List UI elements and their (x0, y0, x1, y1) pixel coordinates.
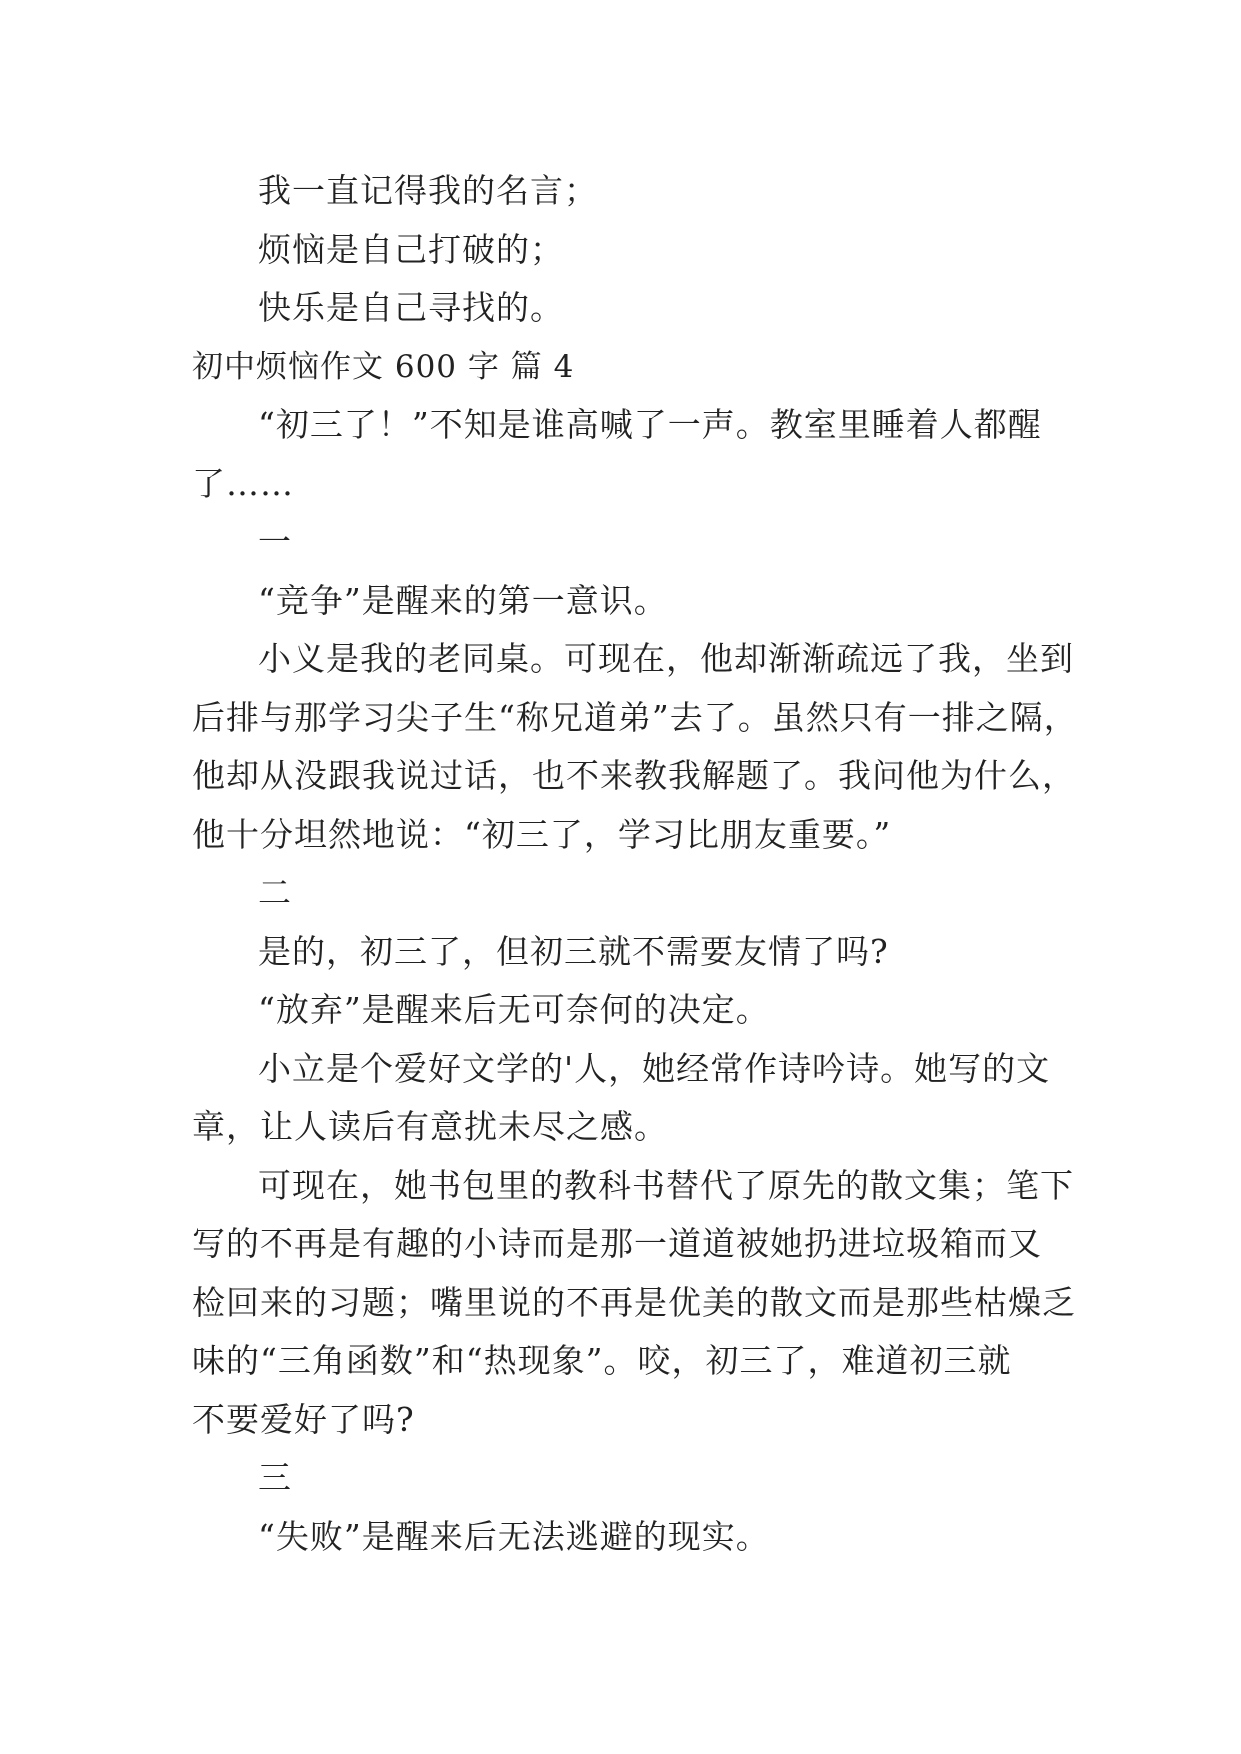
paragraph-line: 不要爱好了吗? (192, 1399, 415, 1439)
paragraph-line: “初三了！”不知是谁高喊了一声。教室里睡着人都醒 (258, 405, 1042, 444)
section-heading: 初中烦恼作文 600 字 篇 4 (192, 348, 575, 385)
paragraph-line: 可现在，她书包里的教科书替代了原先的散文集；笔下 (258, 1165, 1074, 1205)
paragraph-line: 是的，初三了，但初三就不需要友情了吗? (258, 931, 889, 971)
section-number: 二 (258, 873, 292, 912)
paragraph-line: “竞争”是醒来的第一意识。 (258, 580, 668, 620)
article-body (192, 162, 1078, 1566)
paragraph-line: 他却从没跟我说过话，也不来教我解题了。我问他为什么， (192, 756, 1076, 795)
section-number: 三 (258, 1458, 292, 1497)
paragraph-line: 了…… (192, 463, 294, 503)
paragraph-line: 小立是个爱好文学的'人，她经常作诗吟诗。她写的文 (258, 1048, 1051, 1088)
paragraph-line: 快乐是自己寻找的。 (258, 288, 564, 327)
paragraph-line: “失败”是醒来后无法逃避的现实。 (258, 1516, 770, 1556)
paragraph-line: “放弃”是醒来后无可奈何的决定。 (258, 990, 770, 1029)
section-number: 一 (258, 522, 292, 561)
paragraph-line: 小义是我的老同桌。可现在，他却渐渐疏远了我，坐到 (258, 639, 1074, 678)
paragraph-line: 他十分坦然地说：“初三了，学习比朋友重要。” (192, 814, 892, 854)
paragraph-line: 味的“三角函数”和“热现象”。咬，初三了，难道初三就 (192, 1341, 1012, 1380)
paragraph-line: 我一直记得我的名言； (258, 171, 598, 210)
paragraph-line: 章，让人读后有意扰未尽之感。 (192, 1107, 668, 1146)
paragraph-line: 检回来的习题；嘴里说的不再是优美的散文而是那些枯燥乏 (192, 1282, 1076, 1322)
paragraph-line: 烦恼是自己打破的； (258, 229, 564, 269)
paragraph-line: 写的不再是有趣的小诗而是那一道道被她扔进垃圾箱而又 (192, 1224, 1042, 1263)
paragraph-line: 后排与那学习尖子生“称兄道弟”去了。虽然只有一排之隔， (192, 697, 1078, 737)
